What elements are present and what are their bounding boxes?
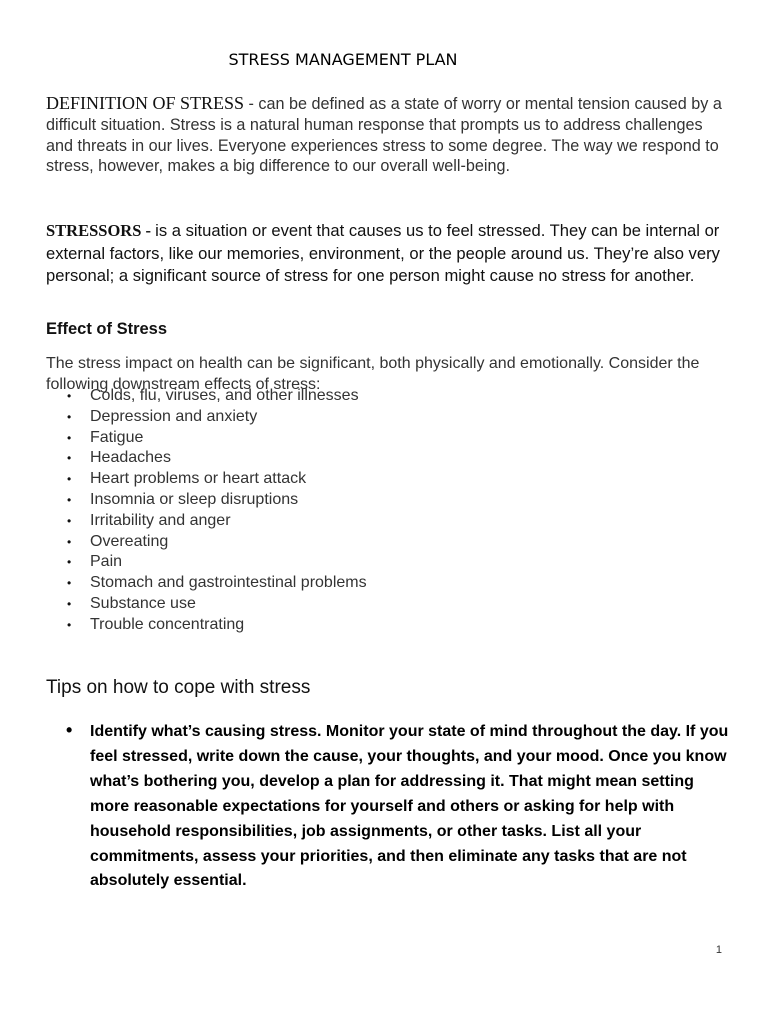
list-item-text: Irritability and anger bbox=[90, 511, 231, 529]
definition-text: - can be defined as a state of worry or mental tension caused by a difficult situation. Stress is a natural human response that prompts us to address challenges and threats in our lives. Everyone experiences stress to some degree. The way we respond to stress, however, makes a big difference to our overall well-being. bbox=[46, 95, 722, 176]
bullet-icon: • bbox=[67, 409, 72, 424]
page-number: 1 bbox=[715, 944, 722, 956]
effects-list bbox=[46, 386, 367, 636]
list-item-text: Colds, flu, viruses, and other illnesses bbox=[90, 387, 359, 404]
list-item-text: Pain bbox=[90, 553, 123, 571]
bullet-icon: • bbox=[66, 720, 73, 740]
list-item bbox=[46, 552, 367, 573]
bullet-icon: • bbox=[67, 451, 72, 466]
stressors-text: is a situation or event that causes us to feel stressed. They can be internal or external factors, like our memories, environment, or the people around us. They’re also very personal; a significant source of stress for one person might cause no stress for another. bbox=[46, 221, 720, 286]
bullet-icon: • bbox=[67, 534, 72, 549]
list-item bbox=[46, 511, 367, 532]
bullet-icon: • bbox=[67, 492, 72, 507]
bullet-icon: • bbox=[67, 555, 72, 570]
list-item bbox=[46, 448, 367, 469]
list-item bbox=[46, 594, 367, 615]
list-item bbox=[46, 386, 367, 407]
tip-item bbox=[46, 720, 736, 894]
list-item-text: Trouble concentrating bbox=[90, 615, 245, 633]
stressors-paragraph bbox=[46, 220, 726, 288]
bullet-icon: • bbox=[67, 472, 72, 487]
list-item bbox=[46, 428, 367, 449]
list-item bbox=[46, 532, 367, 553]
list-item-text: Stomach and gastrointestinal problems bbox=[90, 574, 367, 592]
list-item bbox=[46, 615, 367, 636]
bullet-icon: • bbox=[67, 617, 72, 632]
list-item bbox=[46, 407, 367, 428]
document-title: STRESS MANAGEMENT PLAN bbox=[228, 50, 458, 69]
list-item-text: Heart problems or heart attack bbox=[90, 470, 307, 488]
list-item-text: Depression and anxiety bbox=[90, 407, 258, 425]
tips-heading: Tips on how to cope with stress bbox=[46, 677, 311, 698]
effect-heading: Effect of Stress bbox=[46, 320, 168, 338]
list-item bbox=[46, 573, 367, 594]
stressors-term: STRESSORS - bbox=[46, 221, 156, 240]
list-item bbox=[46, 469, 367, 490]
tip-text: Identify what’s causing stress. Monitor your state of mind throughout the day. If you feel stressed, write down the cause, your thoughts, and your mood. Once you know what’s bothering you, develop a plan for addressing it. That might mean setting more reasonable expectations for yourself and others or asking for help with household responsibilities, job assignments, or other tasks. List all your commitments, assess your priorities, and then eliminate any tasks that are not absolutely essential. bbox=[90, 723, 729, 890]
list-item-text: Overeating bbox=[90, 532, 169, 550]
bullet-icon: • bbox=[67, 576, 72, 591]
definition-term: DEFINITION OF STRESS bbox=[46, 93, 245, 113]
list-item-text: Headaches bbox=[90, 449, 171, 467]
list-item-text: Insomnia or sleep disruptions bbox=[90, 490, 299, 508]
list-item-text: Fatigue bbox=[90, 428, 144, 446]
bullet-icon: • bbox=[67, 389, 72, 403]
effect-intro: The stress impact on health can be significant, both physically and emotionally. Consider the following downstream effects of stress: bbox=[46, 355, 700, 393]
bullet-icon: • bbox=[67, 596, 72, 611]
tips-list bbox=[46, 720, 736, 894]
bullet-icon: • bbox=[67, 430, 72, 445]
list-item bbox=[46, 490, 367, 511]
list-item-text: Substance use bbox=[90, 594, 196, 612]
definition-paragraph bbox=[46, 93, 726, 177]
bullet-icon: • bbox=[67, 513, 72, 528]
